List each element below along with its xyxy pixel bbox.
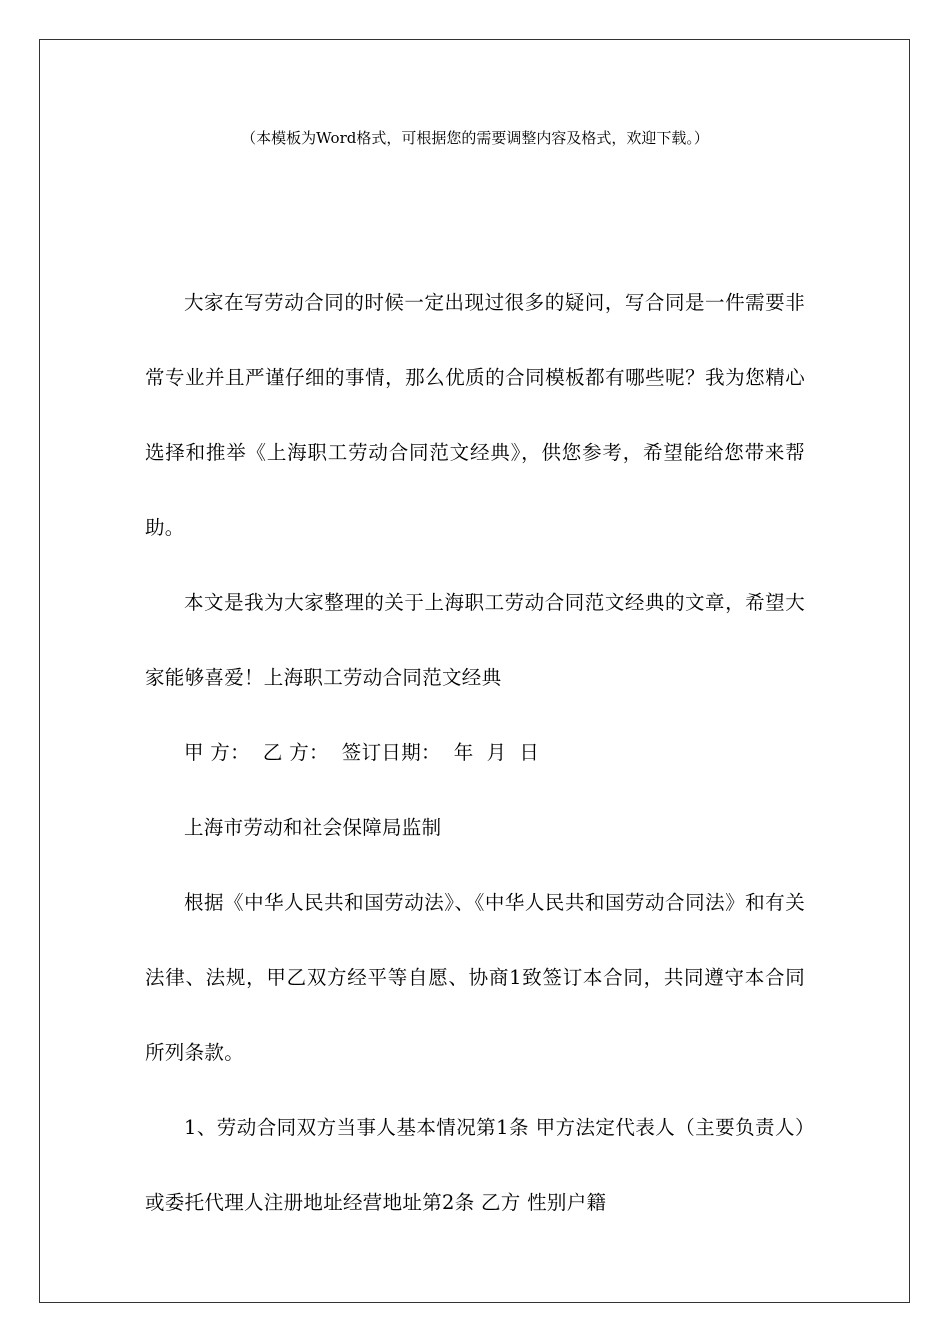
paragraph-intro: 大家在写劳动合同的时候一定出现过很多的疑问，写合同是一件需要非常专业并且严谨仔细的事情，那么优质的合同模板都有哪些呢？我为您精心选择和推举《上海职工劳动合同范文经典》，供您参考，希望能给您带来帮助。: [145, 291, 805, 539]
paragraph-article-1: 1、劳动合同双方当事人基本情况第1条 甲方法定代表人（主要负责人）或委托代理人注册地址经营地址第2条 乙方 性别户籍: [145, 1116, 805, 1214]
paragraph-issuer: 上海市劳动和社会保障局监制: [184, 816, 442, 839]
paragraph-legal-basis: 根据《中华人民共和国劳动法》、《中华人民共和国劳动合同法》和有关法律、法规，甲乙双方经平等自愿、协商1致签订本合同，共同遵守本合同所列条款。: [145, 891, 805, 1064]
template-note: （本模板为Word格式，可根据您的需要调整内容及格式，欢迎下载。）: [241, 129, 709, 147]
paragraph-parties: 甲 方： 乙 方： 签订日期： 年 月 日: [184, 741, 540, 764]
paragraph-summary: 本文是我为大家整理的关于上海职工劳动合同范文经典的文章，希望大家能够喜爱！上海职工劳动合同范文经典: [145, 591, 805, 689]
document-body: [145, 265, 805, 1240]
